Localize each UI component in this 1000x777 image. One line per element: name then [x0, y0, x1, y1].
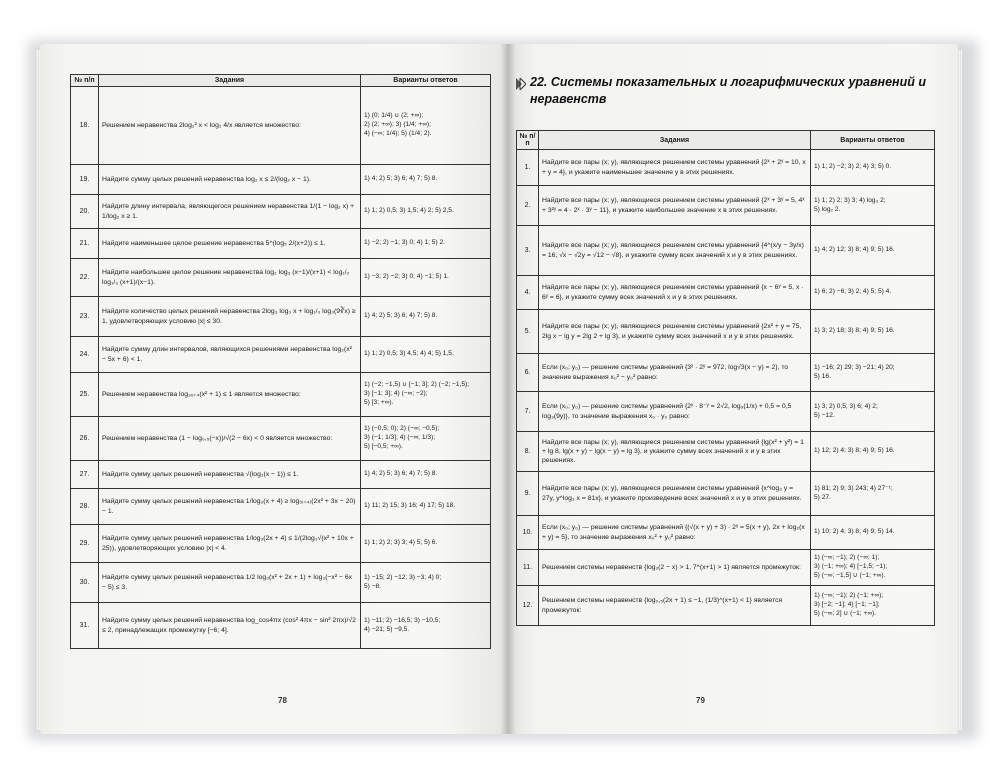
table-row: [71, 259, 491, 297]
col-num-header: № п/п: [71, 75, 99, 87]
col-answers-header: Варианты ответов: [811, 131, 935, 150]
row-task: Найдите все пары (x; y), являющиеся решением системы уравнений {2ˣ + 3ʸ = 5, 4ˣ + 3²ʸ = 4 · 2ˣ · 3ʸ − 11}, и укажите наибольшее значение x в этих решениях.: [539, 186, 811, 226]
answer-line: 3) (−1; +∞); 4) [−1,5; −1);: [814, 563, 888, 571]
answer-line: 1) (0; 1/4) ∪ (2; +∞);: [364, 112, 424, 120]
table-row: [71, 603, 491, 649]
row-answers: [811, 432, 935, 472]
row-answers: [361, 417, 491, 461]
answer-line: 4) −21; 5) −9,5.: [364, 625, 410, 633]
table-row: [517, 186, 935, 226]
table-row: [517, 226, 935, 276]
row-task: Решением системы неравенств {log₂(2 − x) > 1, 7^(x+1) > 1} является промежуток:: [539, 550, 811, 586]
answer-line: 5) log₂ 2.: [814, 205, 841, 213]
row-task: Найдите сумму целых решений неравенства 1/log₃(x + 4) ≥ log₍ₓ₊₄₎(2x² + 3x − 20) − 1.: [99, 489, 361, 525]
table-row: [517, 276, 935, 310]
row-number: 31.: [71, 603, 99, 649]
answer-line: 1) 3; 2) 0,5; 3) 6; 4) 2;: [814, 402, 878, 410]
table-row: [71, 87, 491, 165]
answer-line: 1) 81; 2) 9; 3) 243; 4) 27⁻¹;: [814, 484, 893, 492]
section-arrow-icon: [516, 78, 526, 90]
row-task: Найдите все пары (x; y), являющиеся решением системы уравнений {lg(x² + y²) = 1 + lg 8, lg(x + y) − lg(x − y) = lg 3}, и укажите сумму всех значений x и y в этих решениях.: [539, 432, 811, 472]
answer-line: 1) 1; 2) 2; 3) 3; 4) 5; 5) 6.: [364, 539, 438, 547]
col-task-header: Задания: [99, 75, 361, 87]
table-row: [71, 373, 491, 417]
left-task-table: [70, 74, 491, 649]
table-row: [517, 550, 935, 586]
row-number: 8.: [517, 432, 539, 472]
table-header-row: [517, 131, 935, 150]
row-task: Найдите все пары (x; y), являющиеся решением системы уравнений {x^log₃ y = 27y, y^log₃ x = 81x}, и укажите произведение всех значений x и y в этих решениях.: [539, 472, 811, 516]
row-number: 23.: [71, 297, 99, 337]
answer-line: 5) [−0,5; +∞).: [364, 442, 403, 450]
table-row: [517, 310, 935, 354]
answer-line: 5) [3; +∞).: [364, 398, 394, 406]
row-number: 12.: [517, 586, 539, 626]
row-task: Если (x₀; y₀) — решение системы уравнений {2ˣ · 8⁻ʸ = 2√2, log₉(1/x) + 0,5 = 0,5 log₃(9y)}, то значение выражения x₀ · y₀ равно:: [539, 392, 811, 432]
row-answers: [361, 373, 491, 417]
row-number: 28.: [71, 489, 99, 525]
row-number: 2.: [517, 186, 539, 226]
answer-line: 1) 1; 2) 2; 3) 3; 4) log₃ 2;: [814, 196, 886, 204]
row-task: Найдите сумму целых решений неравенства log_cos4πx (cos² 4πx − sin² 2πx)/√2 ≤ 2, принадлежащих промежутку [−6; 4].: [99, 603, 361, 649]
answer-line: 1) −16; 2) 29; 3) −21; 4) 20;: [814, 363, 895, 371]
row-answers: [811, 226, 935, 276]
table-row: [71, 489, 491, 525]
answer-line: 1) −2; 2) −1; 3) 0; 4) 1; 5) 2.: [364, 239, 445, 247]
row-answers: [361, 525, 491, 563]
right-table-body: [517, 150, 935, 626]
row-number: 24.: [71, 337, 99, 373]
row-answers: [361, 489, 491, 525]
row-task: Найдите количество целых решений неравенства 2log₃ log₃ x + log₁/₃ log₃(9∛x) ≥ 1, удовлетворяющих условию |x| ≤ 30.: [99, 297, 361, 337]
row-task: Если (x₀; y₀) — решение системы уравнений {3ˣ · 2ʸ = 972, log√3(x − y) = 2}, то значение выражения x₀² − y₀² равно:: [539, 354, 811, 392]
left-page-number: 78: [278, 696, 287, 705]
row-answers: [361, 603, 491, 649]
row-answers: [361, 165, 491, 195]
left-table-body: [71, 87, 491, 649]
row-task: Найдите сумму целых решений неравенства 1/log₃(2x + 4) ≤ 1/(2log₃√(x² + 10x + 25)), удовлетворяющих условию |x| < 4.: [99, 525, 361, 563]
row-task: Найдите сумму целых решений неравенства 1/2 log₃(x² + 2x + 1) + log₃(−x² − 6x − 5) ≤ 3.: [99, 563, 361, 603]
row-number: 25.: [71, 373, 99, 417]
row-task: Решением неравенства (1 − log₀,₅(−x))/√(2 − 6x) < 0 является множество:: [99, 417, 361, 461]
answer-line: 5) −8.: [364, 582, 382, 590]
table-row: [71, 417, 491, 461]
row-answers: [811, 516, 935, 550]
left-page: [40, 44, 508, 734]
row-task: Найдите все пары (x; y), являющиеся решением системы уравнений {4^(x/y − 3y/x) = 16, √x − √2y = √12 − √8}, и укажите сумму всех значений x и y в этих решениях.: [539, 226, 811, 276]
row-number: 22.: [71, 259, 99, 297]
row-number: 29.: [71, 525, 99, 563]
row-number: 18.: [71, 87, 99, 165]
table-row: [517, 354, 935, 392]
answer-line: 3) (−1; 1/3]; 4) (−∞; 1/3);: [364, 434, 436, 442]
answer-line: 1) 1; 2) 0,5; 3) 4,5; 4) 4; 5) 1,5.: [364, 350, 454, 358]
row-answers: [361, 297, 491, 337]
row-number: 3.: [517, 226, 539, 276]
row-answers: [361, 461, 491, 489]
row-number: 20.: [71, 195, 99, 229]
answer-line: 1) 1; 2) 0,5; 3) 1,5; 4) 2; 5) 2,5.: [364, 207, 454, 215]
row-number: 6.: [517, 354, 539, 392]
row-answers: [361, 337, 491, 373]
row-number: 5.: [517, 310, 539, 354]
row-answers: [361, 563, 491, 603]
row-answers: [361, 229, 491, 259]
answer-line: 3) [−1; 3]; 4) (−∞; −2);: [364, 390, 428, 398]
row-number: 27.: [71, 461, 99, 489]
row-number: 1.: [517, 150, 539, 186]
table-row: [71, 297, 491, 337]
row-answers: [361, 195, 491, 229]
answer-line: 1) (−0,5; 0); 2) (−∞; −0,5);: [364, 425, 440, 433]
row-answers: [811, 586, 935, 626]
answer-line: 5) (−∞; −1,5] ∪ (−1; +∞).: [814, 571, 886, 579]
answer-line: 1) −15; 2) −12; 3) −3; 4) 0;: [364, 573, 442, 581]
row-answers: [811, 186, 935, 226]
answer-line: 1) 11; 2) 15; 3) 16; 4) 17; 5) 18.: [364, 502, 456, 510]
answer-line: 1) 4; 2) 12; 3) 8; 4) 9; 5) 16.: [814, 246, 895, 254]
table-row: [71, 337, 491, 373]
row-number: 9.: [517, 472, 539, 516]
answer-line: 1) 4; 2) 5; 3) 6; 4) 7; 5) 8.: [364, 175, 438, 183]
answer-line: 1) (−∞; −1); 2) (−∞; 1);: [814, 554, 880, 562]
table-row: [517, 150, 935, 186]
row-task: Решением системы неравенств {log₀,₅(2x + 1) ≤ −1, (1/3)^(x+1) < 1} является промежуток:: [539, 586, 811, 626]
table-row: [71, 525, 491, 563]
row-task: Если (x₀; y₀) — решение системы уравнений {(√(x + y) + 3) · 2ˣ = 5(x + y), 2x + log₂(x + y) = 5}, то значение выражения x₀² + y₀² равно:: [539, 516, 811, 550]
answer-line: 1) 10; 2) 4; 3) 8; 4) 9; 5) 14.: [814, 528, 895, 536]
row-task: Найдите наибольшее целое решение неравенства log₂ log₃ (x−1)/(x+1) < log₁/₂ log₁/₃ (x+1)/(x−1).: [99, 259, 361, 297]
row-answers: [361, 87, 491, 165]
row-number: 10.: [517, 516, 539, 550]
row-answers: [811, 354, 935, 392]
row-number: 11.: [517, 550, 539, 586]
col-answers-header: Варианты ответов: [361, 75, 491, 87]
row-task: Найдите все пары (x; y), являющиеся решением системы уравнений {x − 6ʸ = 5, x · 6ʸ = 6}, и укажите сумму всех значений x и y в этих решениях.: [539, 276, 811, 310]
answer-line: 1) 4; 2) 5; 3) 6; 4) 7; 5) 8.: [364, 470, 438, 478]
row-answers: [811, 276, 935, 310]
row-number: 30.: [71, 563, 99, 603]
answer-line: 1) 1; 2) −2; 3) 2; 4) 3; 5) 0.: [814, 163, 892, 171]
col-num-header: № п/п: [517, 131, 539, 150]
answer-line: 5) 27.: [814, 493, 831, 501]
table-row: [517, 472, 935, 516]
row-task: Найдите все пары (x; y), являющиеся решением системы уравнений {2ˣ + 2ʸ = 10, x + y = 4}, и укажите наименьшее значение y в этих решениях.: [539, 150, 811, 186]
table-row: [71, 195, 491, 229]
table-row: [71, 461, 491, 489]
table-row: [71, 563, 491, 603]
right-page: [508, 44, 958, 734]
row-number: 21.: [71, 229, 99, 259]
answer-line: 1) 6; 2) −6; 3) 2; 4) 5; 5) 4.: [814, 288, 892, 296]
row-number: 7.: [517, 392, 539, 432]
answer-line: 2) (2; +∞); 3) (1/4; +∞);: [364, 121, 431, 129]
table-row: [517, 586, 935, 626]
row-answers: [811, 310, 935, 354]
answer-line: 1) (−2; −1,5) ∪ [−1; 3]; 2) (−2; −1,5);: [364, 381, 470, 389]
answer-line: 5) −12.: [814, 411, 835, 419]
table-row: [517, 392, 935, 432]
row-answers: [811, 550, 935, 586]
table-row: [71, 229, 491, 259]
row-number: 4.: [517, 276, 539, 310]
answer-line: 1) 3; 2) 18; 3) 8; 4) 9; 5) 16.: [814, 327, 895, 335]
section-title: 22. Системы показательных и логарифмических уравнений и неравенств: [530, 75, 926, 106]
row-answers: [811, 150, 935, 186]
row-task: Найдите наименьшее целое решение неравенства 5^(log₅ 2/(x+2)) ≤ 1.: [99, 229, 361, 259]
answer-line: 1) 12; 2) 4; 3) 8; 4) 9; 5) 16.: [814, 447, 895, 455]
row-answers: [361, 259, 491, 297]
table-header-row: [71, 75, 491, 87]
row-task: Найдите сумму длин интервалов, являющихся решениями неравенства log₂(x² − 5x + 6) < 1.: [99, 337, 361, 373]
row-task: Решением неравенства log₂ₓ₊₄(x² + 1) ≤ 1 является множество:: [99, 373, 361, 417]
table-row: [517, 516, 935, 550]
table-row: [71, 165, 491, 195]
row-task: Решением неравенства 2log₂² x < log₂ 4/x является множество:: [99, 87, 361, 165]
book-spine: [500, 44, 516, 734]
col-task-header: Задания: [539, 131, 811, 150]
row-task: Найдите сумму целых решений неравенства log₂ x ≤ 2/(log₂ x − 1).: [99, 165, 361, 195]
answer-line: 4) (−∞; 1/4); 5) (1/4; 2).: [364, 129, 432, 137]
row-answers: [811, 472, 935, 516]
answer-line: 1) (−∞; −1); 2) (−1; +∞);: [814, 592, 884, 600]
answer-line: 1) −3; 2) −2; 3) 0; 4) −1; 5) 1.: [364, 273, 449, 281]
row-number: 19.: [71, 165, 99, 195]
answer-line: 5) 16.: [814, 372, 831, 380]
row-task: Найдите сумму целых решений неравенства √(log₂(x − 1)) ≤ 1.: [99, 461, 361, 489]
answer-line: 1) 4; 2) 5; 3) 6; 4) 7; 5) 8.: [364, 312, 438, 320]
row-number: 26.: [71, 417, 99, 461]
answer-line: 3) [−2; −1]; 4) [−1; −1];: [814, 601, 880, 609]
answer-line: 1) −11; 2) −16,5; 3) −10,5;: [364, 616, 441, 624]
table-row: [517, 432, 935, 472]
row-task: Найдите все пары (x; y), являющиеся решением системы уравнений {2x² + y = 75, 2lg x − lg y = 2lg 2 + lg 3}, и укажите сумму всех значений x и y в этих решениях.: [539, 310, 811, 354]
right-task-table: [516, 130, 935, 626]
right-page-number: 79: [696, 696, 705, 705]
row-task: Найдите длину интервала, являющегося решением неравенства 1/(1 − log₂ x) + 1/log₂ x ≥ 1.: [99, 195, 361, 229]
answer-line: 5) (−∞; 2] ∪ (−1; +∞).: [814, 609, 877, 617]
row-answers: [811, 392, 935, 432]
